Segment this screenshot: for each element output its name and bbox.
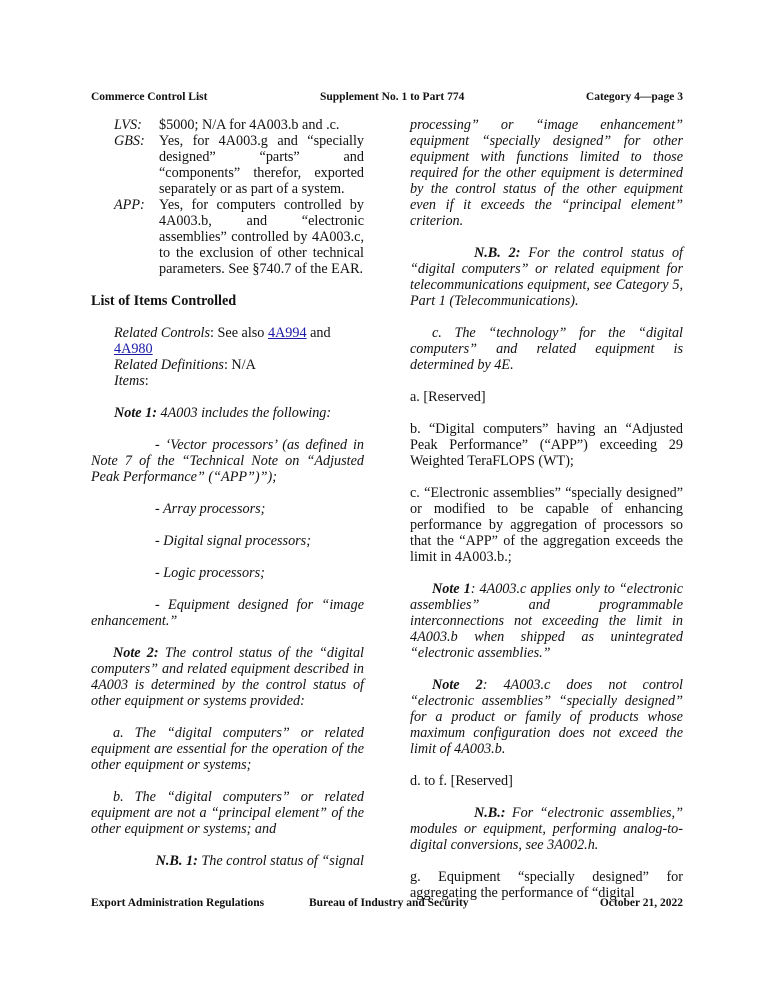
c-note1-text: : 4A003.c applies only to “electronic assemblies” and programmable interconnections not exceeding the limit in 4A003.b when shipped as unintegrated “electronic assemblies.” [410,581,683,661]
nb-adc [410,805,683,853]
footer-right: October 21, 2022 [599,897,683,909]
nb-label: N.B.: [474,805,506,821]
app-value: Yes, for computers controlled by 4A003.b, and “electronic assemblies” controlled by 4A003.c, to the exclusion of other technical parameters. See §740.7 of the EAR. [159,197,364,277]
c-note1-label: Note 1 [432,581,471,597]
c-note2-text: : 4A003.c does not control “electronic assemblies” “specially designed” for a product or family of products whose maximum configuration does not exceed the limit of 4A003.b. [410,677,683,757]
nb1-start [91,853,364,869]
items-label-line [114,373,364,389]
note2-text: The control status of the “digital computers” and related equipment described in 4A003 is determined by the control status of other equipment or systems provided: [91,645,364,709]
item-d-f: d. to f. [Reserved] [410,773,513,789]
footer-left: Export Administration Regulations [91,897,265,909]
link-4a994[interactable]: 4A994 [267,325,307,341]
note1-label: Note 1: [114,405,157,421]
right-column [410,117,683,901]
note2-b: b. The “digital computers” or related equipment are not a “principal element” of the other equipment or systems; and [91,789,364,837]
c-note2-label: Note 2 [432,677,483,693]
gbs-key: GBS [114,133,141,149]
related-controls-and: and [306,325,331,341]
note1-item-vector: - ‘Vector processors’ (as defined in Note 7 of the “Technical Note on “Adjusted Peak Performance” (“APP”)”); [91,437,364,485]
license-exception-lvs: LVS: $5000; N/A for 4A003.b and .c. [114,117,364,133]
license-exception-gbs: GBS: Yes, for 4A003.g and “specially designed” “parts” and “components” therefor, exported separately or as part of a system. [114,133,364,197]
related-definitions-value: : N/A [223,357,256,373]
footer-center: Bureau of Industry and Security [309,897,469,909]
nb1-label: N.B. 1: [155,853,198,869]
item-a: a. [Reserved] [410,389,486,405]
item-g: g. Equipment “specially designed” for aggregating the performance of “digital [410,869,683,901]
license-exceptions [114,117,364,277]
related-controls-label: Related Controls [114,325,211,341]
license-exception-app: APP: Yes, for computers controlled by 4A003.b, and “electronic assemblies” controlled by 4A003.c, to the exclusion of other technical parameters. See §740.7 of the EAR. [114,197,364,277]
nb2 [410,245,683,309]
note1-item-array: - Array processors; [155,501,266,517]
note2 [91,645,364,709]
note1 [114,405,364,421]
header-right: Category 4—page 3 [585,91,683,103]
related-controls [114,325,364,357]
note1-item-logic: - Logic processors; [155,565,265,581]
nb2-text: For the control status of “digital computers” or related equipment for telecommunications equipment, see Category 5, Part 1 (Telecommunications). [410,245,683,309]
item-c-note2 [410,677,683,757]
header-center: Supplement No. 1 to Part 774 [320,91,465,103]
nb1-continued: processing” or “image enhancement” equipment “specially designed” for other equipment with functions limited to those required for the other equipment is determined by the control status of the other equipment even if it exceeds the “principal element” criterion. [410,117,683,229]
gbs-value: Yes, for 4A003.g and “specially designed” “parts” and “components” therefor, exported separately or as part of a system. [159,133,364,197]
app-key: APP [114,197,140,213]
list-of-items-heading: List of Items Controlled [91,293,237,309]
note2-a: a. The “digital computers” or related equipment are essential for the operation of the other equipment or systems; [91,725,364,773]
item-b: b. “Digital computers” having an “Adjusted Peak Performance” (“APP”) exceeding 29 Weighted TeraFLOPS (WT); [410,421,683,469]
item-c-note1 [410,581,683,661]
note2-c: c. The “technology” for the “digital computers” and related equipment is determined by 4E. [410,325,683,373]
related-controls-text: : See also [210,325,268,341]
lvs-value: $5000; N/A for 4A003.b and .c. [159,117,340,133]
nb-text: For “electronic assemblies,” modules or equipment, performing analog-to-digital conversions, see 3A002.h. [410,805,683,853]
item-c: c. “Electronic assemblies” “specially designed” or modified to be capable of enhancing performance by aggregation of processors so that the “APP” of the aggregation exceeds the limit in 4A003.b.; [410,485,683,565]
related-definitions-label: Related Definitions [114,357,224,373]
items-label: Items [114,373,145,389]
nb2-label: N.B. 2: [474,245,521,261]
note1-text: 4A003 includes the following: [156,405,332,421]
header-left: Commerce Control List [91,91,208,103]
note1-item-dsp: - Digital signal processors; [155,533,311,549]
related-info [114,325,364,421]
nb1-text-start: The control status of “signal [197,853,364,869]
note2-label: Note 2: [113,645,159,661]
related-definitions [114,357,364,373]
link-4a980[interactable]: 4A980 [114,341,153,357]
lvs-key: LVS [114,117,138,133]
left-column [91,117,364,869]
note1-item-image: - Equipment designed for “image enhancement.” [91,597,364,629]
items-colon: : [144,373,149,389]
